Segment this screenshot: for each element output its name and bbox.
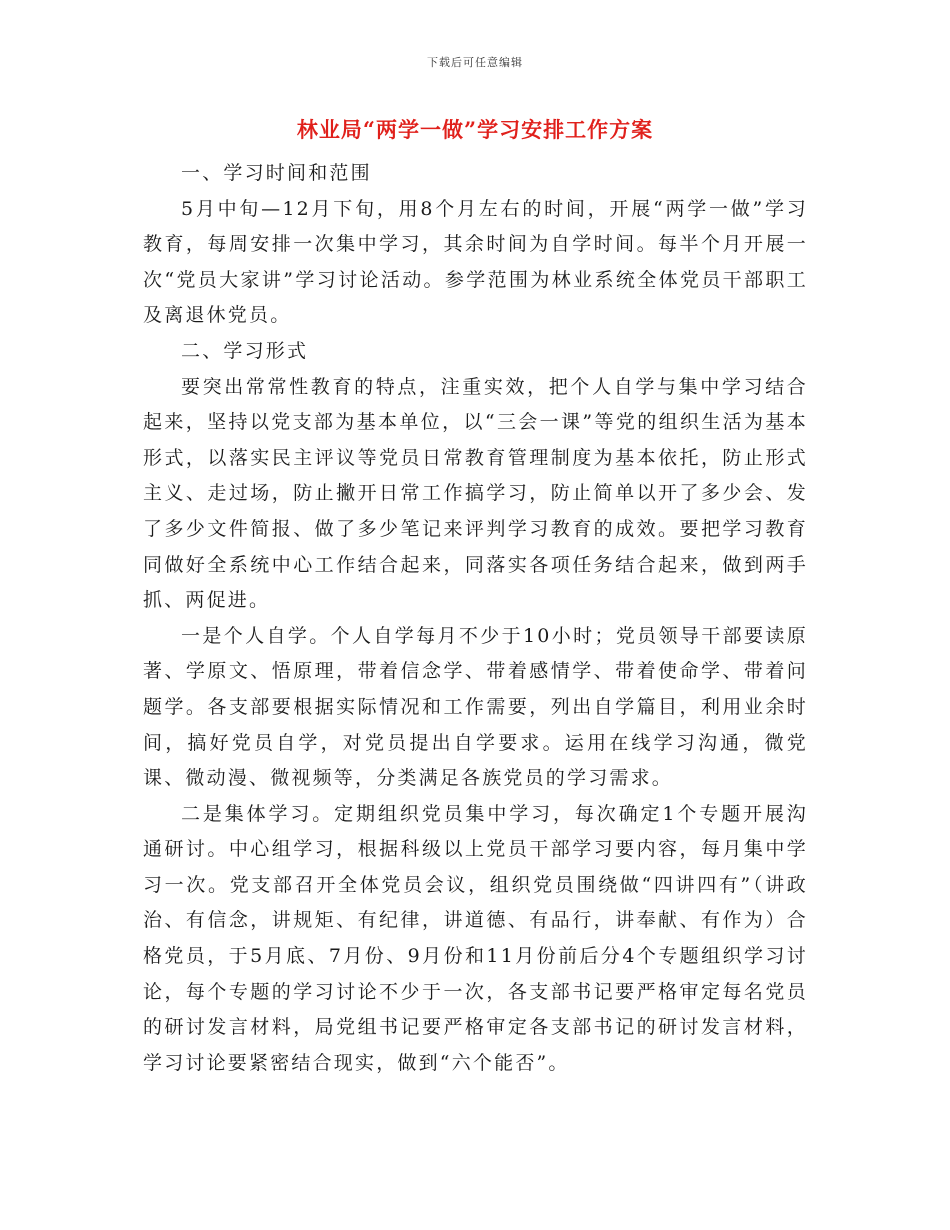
section-heading-study-time-scope: 一、学习时间和范围 bbox=[181, 162, 372, 184]
paragraph-self-study: 一是个人自学。个人自学每月不少于10小时；党员领导干部要读原著、学原文、悟原理，带着信念学、带着感情学、带着使命学、带着问题学。各支部要根据实际情况和工作需要，列出自学篇目，利用业余时间，搞好党员自学，对党员提出自学要求。运用在线学习沟通，微党课、微动漫、微视频等，分类满足各族党员的学习需求。 bbox=[143, 624, 808, 790]
paragraph-study-form: 要突出常常性教育的特点，注重实效，把个人自学与集中学习结合起来，坚持以党支部为基本单位，以“三会一课”等党的组织生活为基本形式，以落实民主评议等党员日常教育管理制度为基本依托，防止形式主义、走过场，防止撇开日常工作搞学习，防止简单以开了多少会、发了多少文件简报、做了多少笔记来评判学习教育的成效。要把学习教育同做好全系统中心工作结合起来，同落实各项任务结合起来，做到两手抓、两促进。 bbox=[143, 375, 808, 612]
paragraph-study-time-scope: 5月中旬—12月下旬，用8个月左右的时间，开展“两学一做”学习教育，每周安排一次集中学习，其余时间为自学时间。每半个月开展一次“党员大家讲”学习讨论活动。参学范围为林业系统全体党员干部职工及离退休党员。 bbox=[143, 197, 808, 327]
document-title: 林业局“两学一做”学习安排工作方案 bbox=[296, 117, 654, 142]
document-body bbox=[143, 156, 808, 1081]
paragraph-group-study: 二是集体学习。定期组织党员集中学习，每次确定1个专题开展沟通研讨。中心组学习，根据科级以上党员干部学习要内容，每月集中学习一次。党支部召开全体党员会议，组织党员围绕做“四讲四有”（讲政治、有信念，讲规矩、有纪律，讲道德、有品行，讲奉献、有作为）合格党员，于5月底、7月份、9月份和11月份前后分4个专题组织学习讨论，每个专题的学习讨论不少于一次，各支部书记要严格审定每名党员的研讨发言材料，局党组书记要严格审定各支部书记的研讨发言材料，学习讨论要紧密结合现实，做到“六个能否”。 bbox=[143, 802, 808, 1074]
header-note: 下载后可任意编辑 bbox=[427, 56, 523, 69]
section-heading-study-form: 二、学习形式 bbox=[181, 339, 309, 362]
